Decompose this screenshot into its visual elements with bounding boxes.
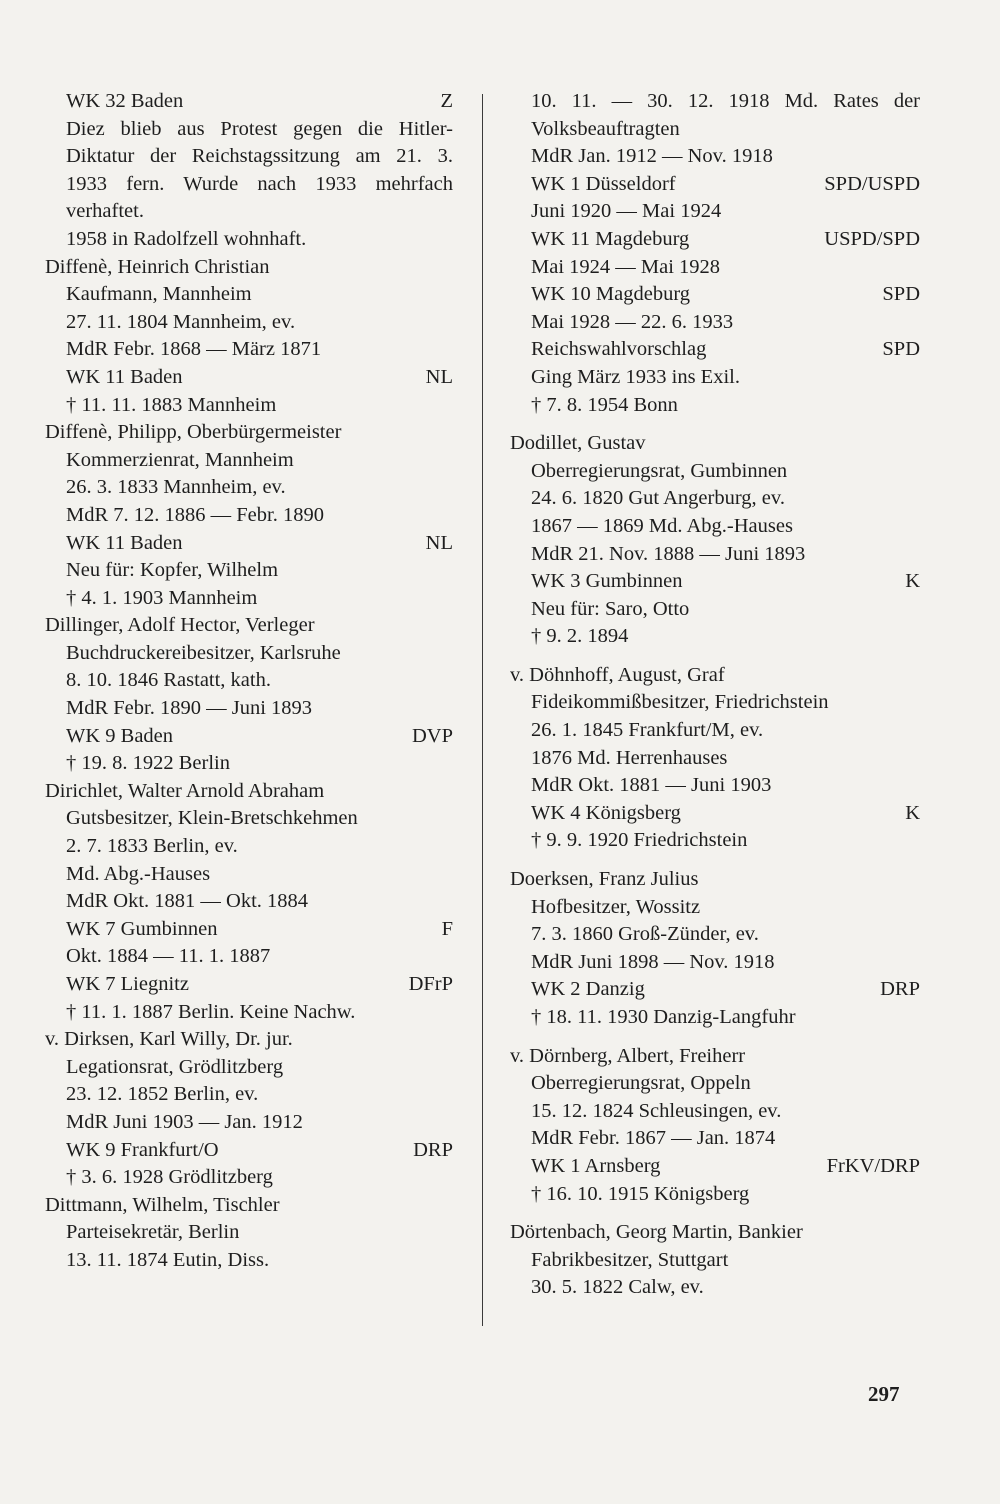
- entry-detail-line: [510, 827, 920, 855]
- party-label: F: [441, 917, 453, 940]
- line-text: † 11. 1. 1887 Berlin. Keine Nachw.: [66, 1000, 356, 1023]
- line-text: v. Dirksen, Karl Willy, Dr. jur.: [45, 1028, 293, 1051]
- entry-detail-line: [45, 226, 453, 254]
- line-text: Okt. 1884 — 11. 1. 1887: [66, 945, 271, 968]
- line-text: 7. 3. 1860 Groß-Zünder, ev.: [531, 923, 759, 946]
- line-text: Md. Abg.-Hauses: [66, 862, 211, 885]
- line-text: 24. 6. 1820 Gut Angerburg, ev.: [531, 487, 785, 510]
- party-label: NL: [425, 531, 453, 554]
- line-text: Volksbeauftragten: [531, 117, 680, 140]
- line-text: Neu für: Saro, Otto: [531, 597, 690, 620]
- line-text: v. Dörnberg, Albert, Freiherr: [510, 1044, 746, 1067]
- party-label: K: [905, 570, 920, 593]
- line-text: WK 7 Gumbinnen: [66, 917, 218, 940]
- line-text: † 3. 6. 1928 Grödlitzberg: [66, 1166, 273, 1189]
- entry-detail-line: [510, 800, 920, 828]
- entry-detail-line: [510, 1153, 920, 1181]
- line-text: MdR Okt. 1881 — Juni 1903: [531, 774, 772, 797]
- entry-gap: [510, 651, 920, 662]
- line-text: Gutsbesitzer, Klein-Bretschkehmen: [66, 807, 358, 830]
- line-text: WK 11 Baden: [66, 365, 183, 388]
- entry-detail-line: [45, 171, 453, 199]
- line-text: † 18. 11. 1930 Danzig-Langfuhr: [531, 1006, 796, 1028]
- entry-detail-line: [45, 502, 453, 530]
- party-label: DFrP: [408, 973, 453, 995]
- entry-name-line: [510, 866, 920, 894]
- line-text: Doerksen, Franz Julius: [510, 868, 699, 891]
- entry-detail-line: [45, 695, 453, 723]
- entry-detail-line: [510, 171, 920, 199]
- party-label: SPD: [882, 338, 920, 361]
- line-text: 10. 11. — 30. 12. 1918 Md. Rates der: [531, 90, 920, 112]
- entry-detail-line: [45, 198, 453, 226]
- line-text: WK 1 Arnsberg: [531, 1154, 661, 1177]
- entry-detail-line: [45, 640, 453, 668]
- line-text: † 19. 8. 1922 Berlin: [66, 752, 230, 775]
- entry-name-line: [510, 662, 920, 690]
- line-text: Diktatur der Reichstagssitzung am 21. 3.: [66, 145, 453, 168]
- party-label: SPD/USPD: [824, 172, 920, 195]
- entry-detail-line: [510, 513, 920, 541]
- line-text: Hofbesitzer, Wossitz: [531, 895, 701, 918]
- party-label: Z: [440, 90, 453, 112]
- line-text: Oberregierungsrat, Gumbinnen: [531, 459, 788, 482]
- entry-detail-line: [510, 1274, 920, 1302]
- line-text: Dodillet, Gustav: [510, 432, 646, 455]
- entry-detail-line: [510, 894, 920, 922]
- entry-detail-line: [510, 226, 920, 254]
- line-text: † 9. 2. 1894: [531, 625, 629, 648]
- entry-detail-line: [510, 485, 920, 513]
- page-number: 297: [868, 1382, 900, 1406]
- line-text: 13. 11. 1874 Eutin, Diss.: [66, 1248, 270, 1271]
- entry-gap: [510, 1208, 920, 1219]
- entry-detail-line: [45, 971, 453, 999]
- line-text: 1876 Md. Herrenhauses: [531, 746, 728, 769]
- entry-detail-line: [510, 1070, 920, 1098]
- line-text: Diez blieb aus Protest gegen die Hitler-: [66, 117, 453, 140]
- party-label: SPD: [882, 283, 920, 306]
- line-text: verhaftet.: [66, 200, 144, 223]
- entry-detail-line: [45, 667, 453, 695]
- entry-detail-line: [45, 447, 453, 475]
- line-text: 8. 10. 1846 Rastatt, kath.: [66, 669, 271, 692]
- entry-detail-line: [510, 254, 920, 282]
- line-text: 26. 1. 1845 Frankfurt/M, ev.: [531, 719, 764, 742]
- party-label: USPD/SPD: [824, 227, 920, 250]
- entry-name-line: [45, 254, 453, 282]
- line-text: 1958 in Radolfzell wohnhaft.: [66, 227, 307, 250]
- entry-detail-line: [45, 805, 453, 833]
- party-label: FrKV/DRP: [826, 1154, 920, 1177]
- entry-detail-line: [45, 364, 453, 392]
- entry-gap: [510, 1032, 920, 1043]
- party-label: DRP: [413, 1138, 453, 1161]
- entry-name-line: [45, 778, 453, 806]
- entry-detail-line: [510, 772, 920, 800]
- line-text: Ging März 1933 ins Exil.: [531, 365, 740, 388]
- entry-detail-line: [45, 916, 453, 944]
- line-text: 27. 11. 1804 Mannheim, ev.: [66, 310, 296, 333]
- entry-detail-line: [45, 143, 453, 171]
- line-text: Kaufmann, Mannheim: [66, 283, 252, 306]
- entry-detail-line: [45, 750, 453, 778]
- entry-detail-line: [45, 861, 453, 889]
- line-text: 30. 5. 1822 Calw, ev.: [531, 1276, 704, 1299]
- entry-name-line: [45, 612, 453, 640]
- entry-detail-line: [510, 541, 920, 569]
- line-text: WK 11 Baden: [66, 531, 183, 554]
- line-text: 1867 — 1869 Md. Abg.-Hauses: [531, 514, 793, 537]
- entry-name-line: [45, 1192, 453, 1220]
- entry-detail-line: [45, 1164, 453, 1192]
- line-text: 23. 12. 1852 Berlin, ev.: [66, 1083, 259, 1106]
- line-text: Neu für: Kopfer, Wilhelm: [66, 559, 279, 582]
- line-text: MdR 7. 12. 1886 — Febr. 1890: [66, 503, 324, 526]
- entry-detail-line: [510, 1004, 920, 1032]
- line-text: MdR Febr. 1867 — Jan. 1874: [531, 1127, 776, 1150]
- entry-detail-line: [45, 1137, 453, 1165]
- entry-name-line: [510, 1219, 920, 1247]
- line-text: MdR 21. Nov. 1888 — Juni 1893: [531, 542, 806, 565]
- line-text: WK 2 Danzig: [531, 978, 645, 1001]
- line-text: MdR Juni 1903 — Jan. 1912: [66, 1110, 303, 1133]
- line-text: MdR Juni 1898 — Nov. 1918: [531, 950, 775, 973]
- entry-detail-line: [510, 88, 920, 116]
- party-label: NL: [425, 365, 453, 388]
- line-text: WK 4 Königsberg: [531, 801, 681, 824]
- line-text: Oberregierungsrat, Oppeln: [531, 1072, 751, 1095]
- entry-name-line: [45, 1026, 453, 1054]
- line-text: Dörtenbach, Georg Martin, Bankier: [510, 1221, 803, 1244]
- entry-detail-line: [45, 557, 453, 585]
- line-text: Reichswahlvorschlag: [531, 338, 707, 361]
- line-text: v. Döhnhoff, August, Graf: [510, 663, 725, 686]
- line-text: Diffenè, Heinrich Christian: [45, 255, 270, 278]
- entry-detail-line: [45, 530, 453, 558]
- entry-detail-line: [510, 392, 920, 420]
- entry-detail-line: [45, 88, 453, 116]
- line-text: WK 3 Gumbinnen: [531, 570, 683, 593]
- line-text: MdR Febr. 1890 — Juni 1893: [66, 697, 313, 720]
- line-text: 15. 12. 1824 Schleusingen, ev.: [531, 1099, 782, 1122]
- entry-detail-line: [45, 833, 453, 861]
- line-text: Dittmann, Wilhelm, Tischler: [45, 1193, 280, 1216]
- line-text: Mai 1924 — Mai 1928: [531, 255, 721, 278]
- line-text: † 16. 10. 1915 Königsberg: [531, 1182, 750, 1205]
- entry-detail-line: [45, 723, 453, 751]
- entry-detail-line: [45, 585, 453, 613]
- line-text: WK 32 Baden: [66, 90, 184, 112]
- entry-detail-line: [510, 1125, 920, 1153]
- line-text: Dirichlet, Walter Arnold Abraham: [45, 779, 325, 802]
- right-column: [510, 88, 920, 1302]
- entry-detail-line: [510, 1098, 920, 1126]
- line-text: Juni 1920 — Mai 1924: [531, 200, 722, 223]
- entry-detail-line: [45, 1109, 453, 1137]
- line-text: † 11. 11. 1883 Mannheim: [66, 393, 277, 416]
- entry-detail-line: [45, 392, 453, 420]
- left-column: [45, 88, 453, 1275]
- party-label: DVP: [411, 724, 453, 747]
- entry-detail-line: [510, 976, 920, 1004]
- line-text: 2. 7. 1833 Berlin, ev.: [66, 835, 238, 858]
- entry-detail-line: [510, 717, 920, 745]
- line-text: † 7. 8. 1954 Bonn: [531, 393, 678, 416]
- entry-detail-line: [510, 596, 920, 624]
- entry-detail-line: [45, 309, 453, 337]
- entry-name-line: [510, 430, 920, 458]
- line-text: Buchdruckereibesitzer, Karlsruhe: [66, 641, 341, 664]
- entry-detail-line: [510, 364, 920, 392]
- line-text: † 9. 9. 1920 Friedrichstein: [531, 829, 748, 852]
- entry-detail-line: [510, 143, 920, 171]
- entry-detail-line: [510, 116, 920, 144]
- entry-detail-line: [45, 336, 453, 364]
- entry-detail-line: [510, 198, 920, 226]
- line-text: Parteisekretär, Berlin: [66, 1221, 240, 1244]
- entry-detail-line: [510, 458, 920, 486]
- line-text: Mai 1928 — 22. 6. 1933: [531, 310, 734, 333]
- line-text: WK 7 Liegnitz: [66, 973, 189, 995]
- entry-detail-line: [45, 1081, 453, 1109]
- line-text: 1933 fern. Wurde nach 1933 mehrfach: [66, 172, 453, 195]
- line-text: Kommerzienrat, Mannheim: [66, 448, 294, 471]
- line-text: Diffenè, Philipp, Oberbürgermeister: [45, 421, 342, 444]
- line-text: Legationsrat, Grödlitzberg: [66, 1055, 284, 1078]
- entry-detail-line: [45, 281, 453, 309]
- entry-gap: [510, 419, 920, 430]
- line-text: MdR Febr. 1868 — März 1871: [66, 338, 322, 361]
- line-text: WK 10 Magdeburg: [531, 283, 691, 306]
- entry-detail-line: [510, 949, 920, 977]
- party-label: DRP: [880, 978, 920, 1001]
- entry-detail-line: [45, 1219, 453, 1247]
- entry-detail-line: [45, 1247, 453, 1275]
- line-text: 26. 3. 1833 Mannheim, ev.: [66, 476, 286, 499]
- entry-detail-line: [510, 921, 920, 949]
- entry-detail-line: [510, 568, 920, 596]
- entry-detail-line: [45, 999, 453, 1027]
- entry-detail-line: [45, 474, 453, 502]
- entry-detail-line: [510, 623, 920, 651]
- entry-detail-line: [510, 689, 920, 717]
- entry-name-line: [45, 419, 453, 447]
- entry-detail-line: [510, 745, 920, 773]
- entry-name-line: [510, 1043, 920, 1071]
- line-text: WK 1 Düsseldorf: [531, 172, 676, 195]
- line-text: MdR Okt. 1881 — Okt. 1884: [66, 890, 309, 913]
- line-text: † 4. 1. 1903 Mannheim: [66, 586, 258, 609]
- entry-detail-line: [510, 336, 920, 364]
- entry-gap: [510, 855, 920, 866]
- entry-detail-line: [45, 943, 453, 971]
- party-label: K: [905, 801, 920, 824]
- column-divider: [482, 94, 483, 1326]
- line-text: Fabrikbesitzer, Stuttgart: [531, 1248, 729, 1271]
- line-text: WK 9 Baden: [66, 724, 174, 747]
- entry-detail-line: [510, 309, 920, 337]
- entry-detail-line: [510, 1181, 920, 1209]
- line-text: WK 11 Magdeburg: [531, 227, 690, 250]
- line-text: Dillinger, Adolf Hector, Verleger: [45, 614, 315, 637]
- entry-detail-line: [45, 1054, 453, 1082]
- entry-detail-line: [45, 116, 453, 144]
- line-text: WK 9 Frankfurt/O: [66, 1138, 219, 1161]
- line-text: Fideikommißbesitzer, Friedrichstein: [531, 691, 829, 714]
- line-text: MdR Jan. 1912 — Nov. 1918: [531, 145, 773, 168]
- entry-detail-line: [45, 888, 453, 916]
- entry-detail-line: [510, 1247, 920, 1275]
- entry-detail-line: [510, 281, 920, 309]
